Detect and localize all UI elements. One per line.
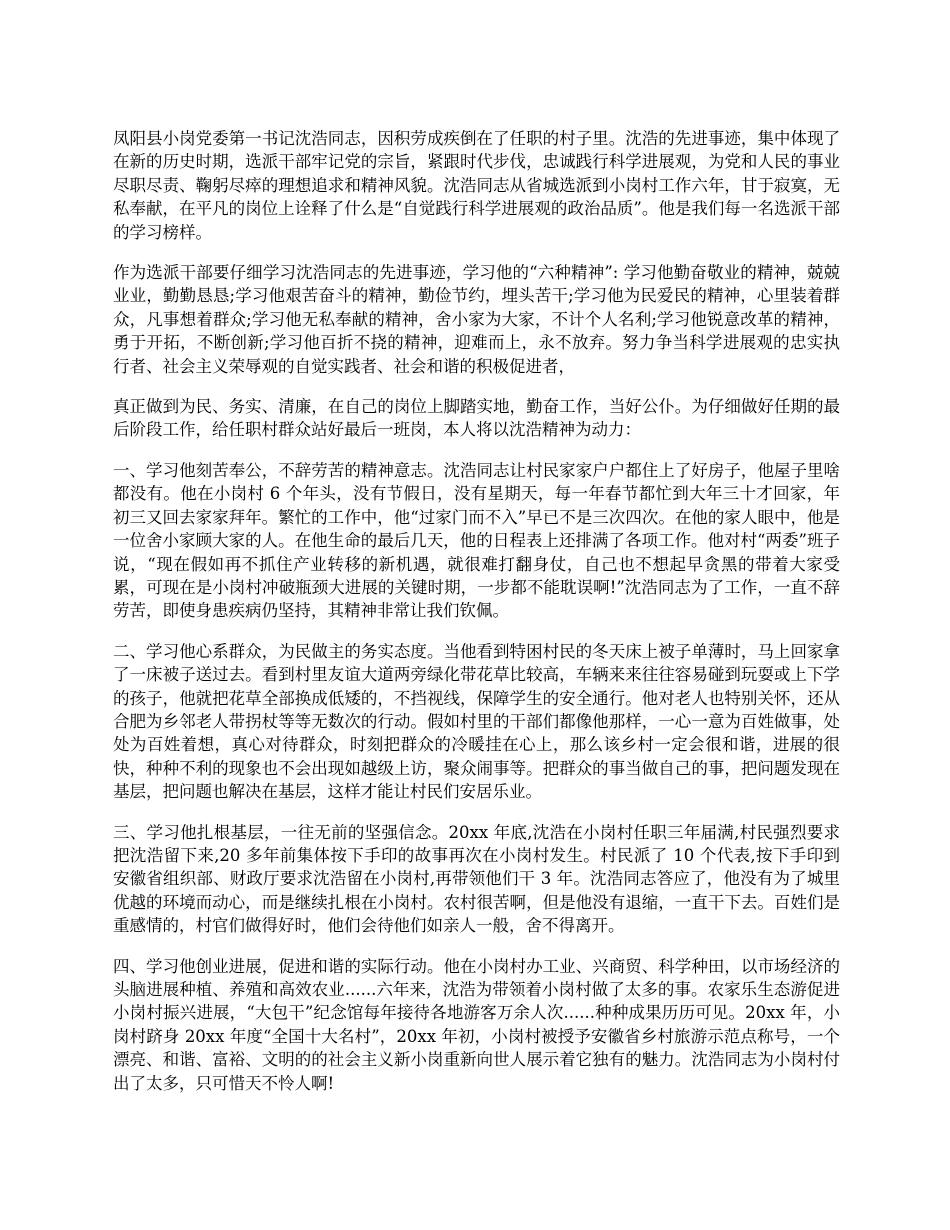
document-body [113,127,840,1112]
paragraph-intro: 凤阳县小岗党委第一书记沈浩同志，因积劳成疾倒在了任职的村子里。沈浩的先进事迹，集中体现了在新的历史时期，选派干部牢记党的宗旨，紧跟时代步伐，忠诚践行科学进展观，为党和人民的事业尽职尽责、鞠躬尽瘁的理想追求和精神风貌。沈浩同志从省城选派到小岗村工作六年，甘于寂寞，无私奉献，在平凡的岗位上诠释了什么是“自觉践行科学进展观的政治品质”。他是我们每一名选派干部的学习榜样。 [113,129,840,242]
paragraph-point-one: 一、学习他刻苦奉公，不辞劳苦的精神意志。沈浩同志让村民家家户户都住上了好房子，他屋子里啥都没有。他在小岗村 6 个年头，没有节假日，没有星期天，每一年春节都忙到大年三十才回家，年初三又回去家家拜年。繁忙的工作中，他“过家门而不入”早已不是三次四次。在他的家人眼中，他是一位舍小家顾大家的人。在他生命的最后几天，他的日程表上还排满了各项工作。他对村“两委”班子说，“现在假如再不抓住产业转移的新机遇，就很难打翻身仗，自己也不想起早贪黑的带着大家受累，可现在是小岗村冲破瓶颈大进展的关键时期，一步都不能耽误啊!”沈浩同志为了工作，一直不辞劳苦，即使身患疾病仍坚持，其精神非常让我们钦佩。 [113,460,840,621]
paragraph-commitment: 真正做到为民、务实、清廉，在自己的岗位上脚踏实地，勤奋工作，当好公仆。为仔细做好任期的最后阶段工作，给任职村群众站好最后一班岗，本人将以沈浩精神为动力： [113,397,840,440]
paragraph-point-three: 三、学习他扎根基层，一往无前的坚强信念。20xx 年底,沈浩在小岗村任职三年届满,村民强烈要求把沈浩留下来,20 多年前集体按下手印的故事再次在小岗村发生。村民派了 10 个代表,按下手印到安徽省组织部、财政厅要求沈浩留在小岗村,再带领他们干 3 年。沈浩同志答应了，他没有为了城里优越的环境而动心，而是继续扎根在小岗村。农村很苦啊，但是他没有退缩，一直干下去。百姓们是重感情的，村官们做得好时，他们会待他们如亲人一般，舍不得离开。 [113,822,840,936]
paragraph-six-spirits: 作为选派干部要仔细学习沈浩同志的先进事迹，学习他的“六种精神”: 学习他勤奋敬业的精神，兢兢业业，勤勤恳恳;学习他艰苦奋斗的精神，勤俭节约，埋头苦干;学习他为民爱民的精神，心里装着群众，凡事想着群众;学习他无私奉献的精神，舍小家为大家，不计个人名利;学习他锐意改革的精神，勇于开拓，不断创新;学习他百折不挠的精神，迎难而上，永不放弃。努力争当科学进展观的忠实执行者、社会主义荣辱观的自觉实践者、社会和谐的积极促进者， [113,263,840,376]
paragraph-point-two: 二、学习他心系群众，为民做主的务实态度。当他看到特困村民的冬天床上被子单薄时，马上回家拿了一床被子送过去。看到村里友谊大道两旁绿化带花草比较高，车辆来来往往容易碰到玩耍或上下学的孩子，他就把花草全部换成低矮的，不挡视线，保障学生的安全通行。他对老人也特别关怀，还从合肥为乡邻老人带拐杖等等无数次的行动。假如村里的干部们都像他那样，一心一意为百姓做事，处处为百姓着想，真心对待群众，时刻把群众的冷暖挂在心上，那么该乡村一定会很和谐，进展的很快，种种不利的现象也不会出现如越级上访，聚众闹事等。把群众的事当做自己的事，把问题发现在基层，把问题也解决在基层，这样才能让村民们安居乐业。 [113,641,840,802]
paragraph-point-four: 四、学习他创业进展，促进和谐的实际行动。他在小岗村办工业、兴商贸、科学种田，以市场经济的头脑进展种植、养殖和高效农业......六年来，沈浩为带领着小岗村做了太多的事。农家乐生态游促进小岗村振兴进展，“大包干”纪念馆每年接待各地游客万余人次......种种成果历历可见。20xx 年，小岗村跻身 20xx 年度“全国十大名村”，20xx 年初，小岗村被授予安徽省乡村旅游示范点称号，一个漂亮、和谐、富裕、文明的的社会主义新小岗重新向世人展示着它独有的魅力。沈浩同志为小岗村付出了太多，只可惜天不怜人啊! [113,956,840,1093]
